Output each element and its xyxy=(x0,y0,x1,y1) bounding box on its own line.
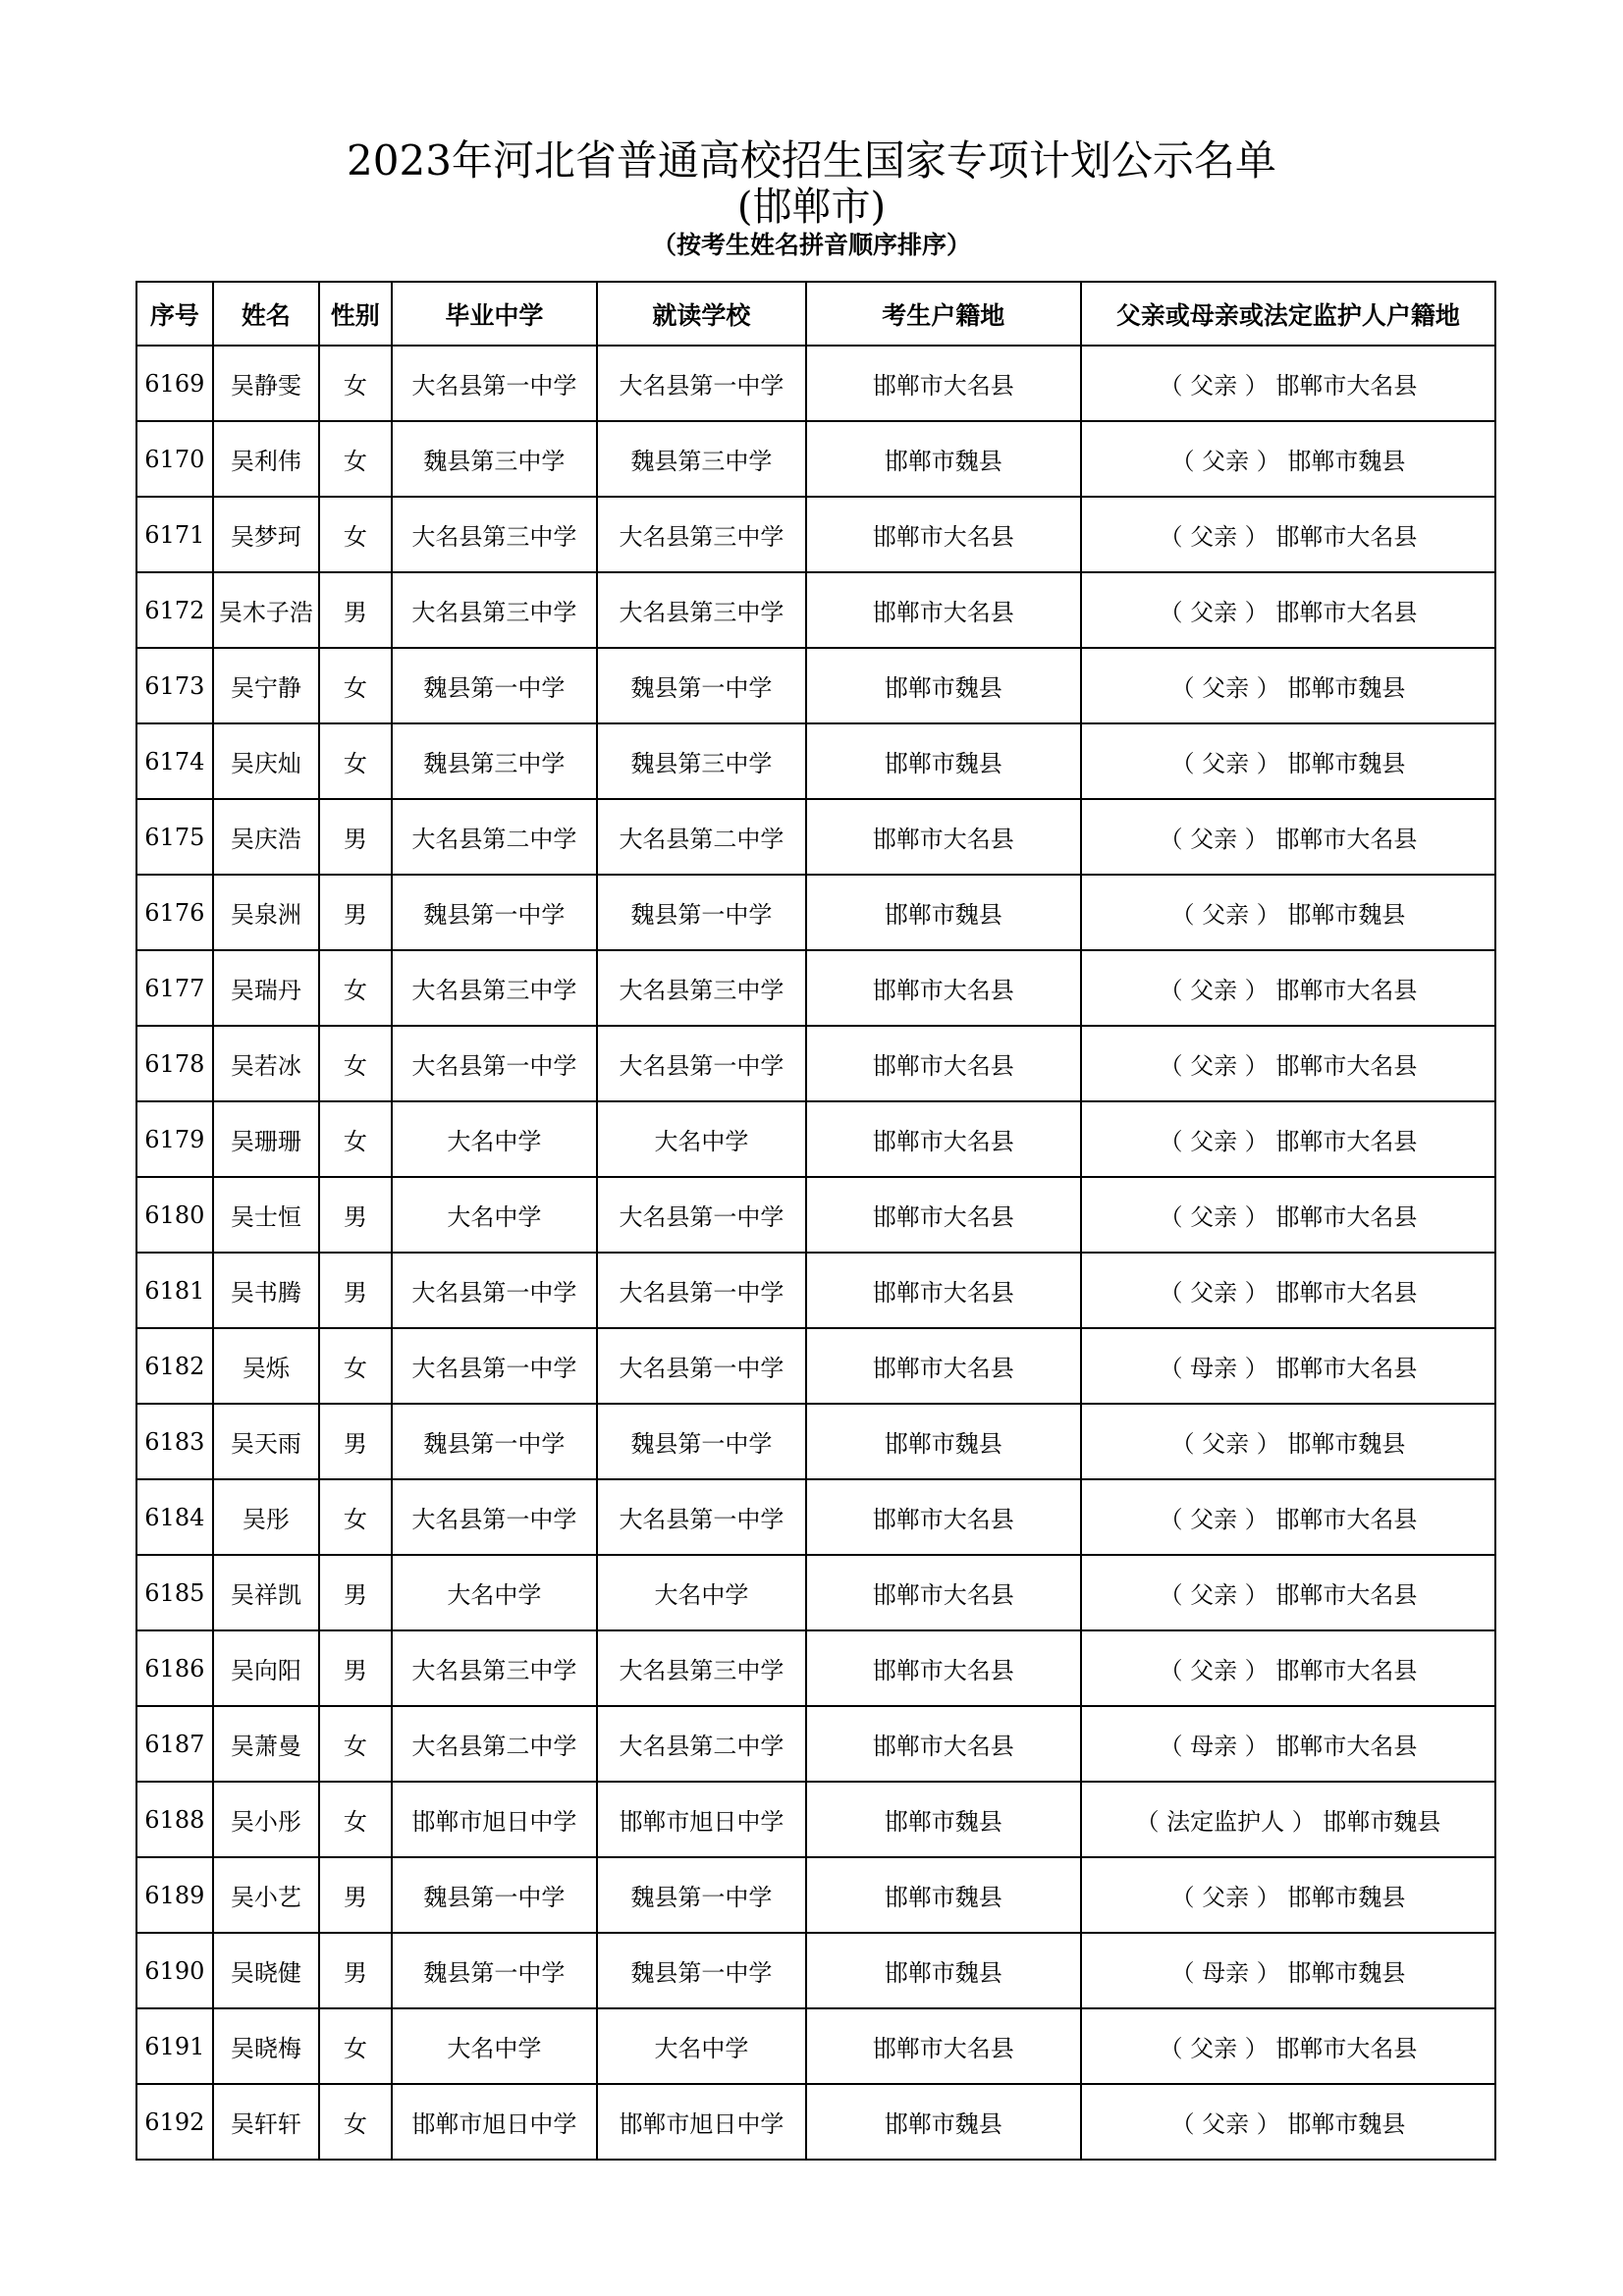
name-cell: 吴庆浩 xyxy=(213,799,319,875)
gender-cell: 女 xyxy=(319,421,392,497)
candidate-hukou-cell: 邯郸市大名县 xyxy=(806,1630,1081,1706)
guardian-hukou-cell: （ 母亲 ） 邯郸市魏县 xyxy=(1081,1933,1495,2008)
candidate-hukou-cell: 邯郸市大名县 xyxy=(806,1101,1081,1177)
table-row xyxy=(136,875,1495,950)
page-subtitle: (邯郸市) xyxy=(736,185,887,230)
graduated-school-cell: 大名县第三中学 xyxy=(392,497,598,572)
table-row xyxy=(136,1253,1495,1328)
name-cell: 吴小彤 xyxy=(213,1782,319,1857)
guardian-hukou-cell: （ 父亲 ） 邯郸市魏县 xyxy=(1081,421,1495,497)
candidate-hukou-cell: 邯郸市大名县 xyxy=(806,1555,1081,1630)
graduated-school-cell: 大名中学 xyxy=(392,1177,598,1253)
serial-cell: 6171 xyxy=(136,497,213,572)
candidate-hukou-cell: 邯郸市魏县 xyxy=(806,1782,1081,1857)
serial-cell: 6192 xyxy=(136,2084,213,2160)
graduated-school-cell: 魏县第一中学 xyxy=(392,1857,598,1933)
serial-cell: 6183 xyxy=(136,1404,213,1479)
serial-cell: 6191 xyxy=(136,2008,213,2084)
guardian-hukou-cell: （ 父亲 ） 邯郸市魏县 xyxy=(1081,648,1495,723)
header-cell-candidate-hukou: 考生户籍地 xyxy=(806,282,1081,346)
gender-cell: 女 xyxy=(319,1101,392,1177)
candidate-hukou-cell: 邯郸市魏县 xyxy=(806,1404,1081,1479)
serial-cell: 6180 xyxy=(136,1177,213,1253)
serial-cell: 6185 xyxy=(136,1555,213,1630)
name-cell: 吴天雨 xyxy=(213,1404,319,1479)
current-school-cell: 大名县第三中学 xyxy=(597,1630,806,1706)
graduated-school-cell: 大名县第一中学 xyxy=(392,1253,598,1328)
sort-note: （按考生姓名拼音顺序排序） xyxy=(651,231,971,259)
guardian-hukou-cell: （ 父亲 ） 邯郸市魏县 xyxy=(1081,723,1495,799)
header-cell-graduated-school: 毕业中学 xyxy=(392,282,598,346)
current-school-cell: 魏县第一中学 xyxy=(597,875,806,950)
gender-cell: 女 xyxy=(319,346,392,421)
table-row xyxy=(136,1328,1495,1404)
serial-cell: 6169 xyxy=(136,346,213,421)
gender-cell: 女 xyxy=(319,950,392,1026)
guardian-hukou-cell: （ 父亲 ） 邯郸市大名县 xyxy=(1081,950,1495,1026)
current-school-cell: 大名县第一中学 xyxy=(597,1177,806,1253)
guardian-hukou-cell: （ 父亲 ） 邯郸市大名县 xyxy=(1081,497,1495,572)
candidate-hukou-cell: 邯郸市魏县 xyxy=(806,723,1081,799)
guardian-hukou-cell: （ 父亲 ） 邯郸市大名县 xyxy=(1081,1555,1495,1630)
guardian-hukou-cell: （ 父亲 ） 邯郸市大名县 xyxy=(1081,1177,1495,1253)
gender-cell: 女 xyxy=(319,1026,392,1101)
gender-cell: 男 xyxy=(319,572,392,648)
table-row xyxy=(136,799,1495,875)
graduated-school-cell: 大名中学 xyxy=(392,2008,598,2084)
graduated-school-cell: 邯郸市旭日中学 xyxy=(392,1782,598,1857)
current-school-cell: 大名中学 xyxy=(597,1555,806,1630)
guardian-hukou-cell: （ 父亲 ） 邯郸市大名县 xyxy=(1081,799,1495,875)
guardian-hukou-cell: （ 父亲 ） 邯郸市魏县 xyxy=(1081,1857,1495,1933)
candidate-hukou-cell: 邯郸市大名县 xyxy=(806,572,1081,648)
graduated-school-cell: 魏县第三中学 xyxy=(392,723,598,799)
graduated-school-cell: 魏县第三中学 xyxy=(392,421,598,497)
gender-cell: 女 xyxy=(319,1706,392,1782)
guardian-hukou-cell: （ 父亲 ） 邯郸市魏县 xyxy=(1081,1404,1495,1479)
guardian-hukou-cell: （ 父亲 ） 邯郸市大名县 xyxy=(1081,1479,1495,1555)
gender-cell: 男 xyxy=(319,1857,392,1933)
serial-cell: 6178 xyxy=(136,1026,213,1101)
name-cell: 吴晓健 xyxy=(213,1933,319,2008)
gender-cell: 女 xyxy=(319,1479,392,1555)
graduated-school-cell: 大名中学 xyxy=(392,1101,598,1177)
name-cell: 吴宁静 xyxy=(213,648,319,723)
serial-cell: 6173 xyxy=(136,648,213,723)
current-school-cell: 魏县第一中学 xyxy=(597,1933,806,2008)
current-school-cell: 魏县第一中学 xyxy=(597,1857,806,1933)
candidate-hukou-cell: 邯郸市魏县 xyxy=(806,875,1081,950)
table-body xyxy=(136,346,1495,2160)
name-cell: 吴梦珂 xyxy=(213,497,319,572)
candidate-hukou-cell: 邯郸市大名县 xyxy=(806,346,1081,421)
serial-cell: 6179 xyxy=(136,1101,213,1177)
candidate-hukou-cell: 邯郸市魏县 xyxy=(806,421,1081,497)
table-row xyxy=(136,1101,1495,1177)
gender-cell: 女 xyxy=(319,2008,392,2084)
gender-cell: 女 xyxy=(319,1782,392,1857)
table-row xyxy=(136,1555,1495,1630)
gender-cell: 男 xyxy=(319,799,392,875)
current-school-cell: 大名县第三中学 xyxy=(597,950,806,1026)
table-row xyxy=(136,1782,1495,1857)
header-cell-serial: 序号 xyxy=(136,282,213,346)
graduated-school-cell: 大名县第三中学 xyxy=(392,572,598,648)
name-cell: 吴萧曼 xyxy=(213,1706,319,1782)
header-cell-gender: 性别 xyxy=(319,282,392,346)
gender-cell: 女 xyxy=(319,2084,392,2160)
name-cell: 吴晓梅 xyxy=(213,2008,319,2084)
graduated-school-cell: 大名县第一中学 xyxy=(392,346,598,421)
name-cell: 吴木子浩 xyxy=(213,572,319,648)
table-row xyxy=(136,2008,1495,2084)
name-cell: 吴珊珊 xyxy=(213,1101,319,1177)
serial-cell: 6190 xyxy=(136,1933,213,2008)
current-school-cell: 魏县第一中学 xyxy=(597,648,806,723)
gender-cell: 男 xyxy=(319,1404,392,1479)
gender-cell: 男 xyxy=(319,1177,392,1253)
candidate-hukou-cell: 邯郸市大名县 xyxy=(806,2008,1081,2084)
graduated-school-cell: 邯郸市旭日中学 xyxy=(392,2084,598,2160)
graduated-school-cell: 魏县第一中学 xyxy=(392,1933,598,2008)
current-school-cell: 大名县第二中学 xyxy=(597,799,806,875)
gender-cell: 男 xyxy=(319,875,392,950)
current-school-cell: 魏县第三中学 xyxy=(597,723,806,799)
guardian-hukou-cell: （ 父亲 ） 邯郸市魏县 xyxy=(1081,875,1495,950)
table-row xyxy=(136,1857,1495,1933)
current-school-cell: 大名县第三中学 xyxy=(597,572,806,648)
gender-cell: 女 xyxy=(319,497,392,572)
name-cell: 吴小艺 xyxy=(213,1857,319,1933)
serial-cell: 6176 xyxy=(136,875,213,950)
name-cell: 吴静雯 xyxy=(213,346,319,421)
gender-cell: 女 xyxy=(319,723,392,799)
graduated-school-cell: 大名县第一中学 xyxy=(392,1328,598,1404)
candidate-hukou-cell: 邯郸市大名县 xyxy=(806,1026,1081,1101)
name-cell: 吴利伟 xyxy=(213,421,319,497)
candidate-hukou-cell: 邯郸市大名县 xyxy=(806,497,1081,572)
serial-cell: 6172 xyxy=(136,572,213,648)
graduated-school-cell: 大名县第三中学 xyxy=(392,1630,598,1706)
guardian-hukou-cell: （ 父亲 ） 邯郸市大名县 xyxy=(1081,1101,1495,1177)
candidate-hukou-cell: 邯郸市魏县 xyxy=(806,1857,1081,1933)
current-school-cell: 大名县第一中学 xyxy=(597,1253,806,1328)
candidate-hukou-cell: 邯郸市大名县 xyxy=(806,1706,1081,1782)
table-row xyxy=(136,648,1495,723)
candidate-table xyxy=(135,281,1496,2161)
table-row xyxy=(136,421,1495,497)
serial-cell: 6184 xyxy=(136,1479,213,1555)
gender-cell: 男 xyxy=(319,1630,392,1706)
current-school-cell: 大名县第一中学 xyxy=(597,346,806,421)
table-header-row xyxy=(136,282,1495,346)
candidate-hukou-cell: 邯郸市魏县 xyxy=(806,1933,1081,2008)
guardian-hukou-cell: （ 父亲 ） 邯郸市大名县 xyxy=(1081,1026,1495,1101)
header-cell-current-school: 就读学校 xyxy=(597,282,806,346)
current-school-cell: 大名中学 xyxy=(597,2008,806,2084)
current-school-cell: 邯郸市旭日中学 xyxy=(597,2084,806,2160)
table-row xyxy=(136,1026,1495,1101)
graduated-school-cell: 魏县第一中学 xyxy=(392,875,598,950)
table-row xyxy=(136,723,1495,799)
table-row xyxy=(136,346,1495,421)
serial-cell: 6187 xyxy=(136,1706,213,1782)
table-row xyxy=(136,1404,1495,1479)
guardian-hukou-cell: （ 母亲 ） 邯郸市大名县 xyxy=(1081,1328,1495,1404)
guardian-hukou-cell: （ 父亲 ） 邯郸市大名县 xyxy=(1081,1253,1495,1328)
name-cell: 吴瑞丹 xyxy=(213,950,319,1026)
serial-cell: 6186 xyxy=(136,1630,213,1706)
name-cell: 吴烁 xyxy=(213,1328,319,1404)
serial-cell: 6175 xyxy=(136,799,213,875)
name-cell: 吴若冰 xyxy=(213,1026,319,1101)
current-school-cell: 大名县第一中学 xyxy=(597,1026,806,1101)
candidate-hukou-cell: 邯郸市大名县 xyxy=(806,1479,1081,1555)
table-row xyxy=(136,2084,1495,2160)
table-row xyxy=(136,1177,1495,1253)
table-row xyxy=(136,950,1495,1026)
gender-cell: 男 xyxy=(319,1933,392,2008)
current-school-cell: 大名县第一中学 xyxy=(597,1328,806,1404)
serial-cell: 6182 xyxy=(136,1328,213,1404)
candidate-hukou-cell: 邯郸市大名县 xyxy=(806,1328,1081,1404)
graduated-school-cell: 大名县第一中学 xyxy=(392,1026,598,1101)
guardian-hukou-cell: （ 法定监护人 ） 邯郸市魏县 xyxy=(1081,1782,1495,1857)
guardian-hukou-cell: （ 父亲 ） 邯郸市大名县 xyxy=(1081,572,1495,648)
table-row xyxy=(136,1706,1495,1782)
header-cell-name: 姓名 xyxy=(213,282,319,346)
current-school-cell: 大名县第二中学 xyxy=(597,1706,806,1782)
current-school-cell: 大名县第一中学 xyxy=(597,1479,806,1555)
serial-cell: 6181 xyxy=(136,1253,213,1328)
candidate-hukou-cell: 邯郸市大名县 xyxy=(806,799,1081,875)
serial-cell: 6188 xyxy=(136,1782,213,1857)
name-cell: 吴士恒 xyxy=(213,1177,319,1253)
candidate-hukou-cell: 邯郸市大名县 xyxy=(806,1177,1081,1253)
graduated-school-cell: 魏县第一中学 xyxy=(392,1404,598,1479)
candidate-hukou-cell: 邯郸市大名县 xyxy=(806,1253,1081,1328)
name-cell: 吴庆灿 xyxy=(213,723,319,799)
name-cell: 吴向阳 xyxy=(213,1630,319,1706)
guardian-hukou-cell: （ 父亲 ） 邯郸市魏县 xyxy=(1081,2084,1495,2160)
name-cell: 吴书腾 xyxy=(213,1253,319,1328)
guardian-hukou-cell: （ 父亲 ） 邯郸市大名县 xyxy=(1081,2008,1495,2084)
current-school-cell: 魏县第一中学 xyxy=(597,1404,806,1479)
serial-cell: 6189 xyxy=(136,1857,213,1933)
graduated-school-cell: 大名县第三中学 xyxy=(392,950,598,1026)
name-cell: 吴泉洲 xyxy=(213,875,319,950)
serial-cell: 6177 xyxy=(136,950,213,1026)
header-cell-guardian-hukou: 父亲或母亲或法定监护人户籍地 xyxy=(1081,282,1495,346)
table-row xyxy=(136,1933,1495,2008)
gender-cell: 女 xyxy=(319,1328,392,1404)
name-cell: 吴轩轩 xyxy=(213,2084,319,2160)
table-row xyxy=(136,1479,1495,1555)
guardian-hukou-cell: （ 母亲 ） 邯郸市大名县 xyxy=(1081,1706,1495,1782)
current-school-cell: 大名县第三中学 xyxy=(597,497,806,572)
guardian-hukou-cell: （ 父亲 ） 邯郸市大名县 xyxy=(1081,1630,1495,1706)
candidate-hukou-cell: 邯郸市魏县 xyxy=(806,648,1081,723)
candidate-hukou-cell: 邯郸市魏县 xyxy=(806,2084,1081,2160)
graduated-school-cell: 大名县第二中学 xyxy=(392,799,598,875)
guardian-hukou-cell: （ 父亲 ） 邯郸市大名县 xyxy=(1081,346,1495,421)
gender-cell: 男 xyxy=(319,1555,392,1630)
graduated-school-cell: 魏县第一中学 xyxy=(392,648,598,723)
current-school-cell: 大名中学 xyxy=(597,1101,806,1177)
table-row xyxy=(136,497,1495,572)
table-row xyxy=(136,572,1495,648)
graduated-school-cell: 大名县第一中学 xyxy=(392,1479,598,1555)
candidate-hukou-cell: 邯郸市大名县 xyxy=(806,950,1081,1026)
table-row xyxy=(136,1630,1495,1706)
current-school-cell: 邯郸市旭日中学 xyxy=(597,1782,806,1857)
graduated-school-cell: 大名中学 xyxy=(392,1555,598,1630)
serial-cell: 6170 xyxy=(136,421,213,497)
name-cell: 吴祥凯 xyxy=(213,1555,319,1630)
page-title: 2023年河北省普通高校招生国家专项计划公示名单 xyxy=(347,136,1276,185)
current-school-cell: 魏县第三中学 xyxy=(597,421,806,497)
name-cell: 吴彤 xyxy=(213,1479,319,1555)
gender-cell: 女 xyxy=(319,648,392,723)
serial-cell: 6174 xyxy=(136,723,213,799)
gender-cell: 男 xyxy=(319,1253,392,1328)
graduated-school-cell: 大名县第二中学 xyxy=(392,1706,598,1782)
